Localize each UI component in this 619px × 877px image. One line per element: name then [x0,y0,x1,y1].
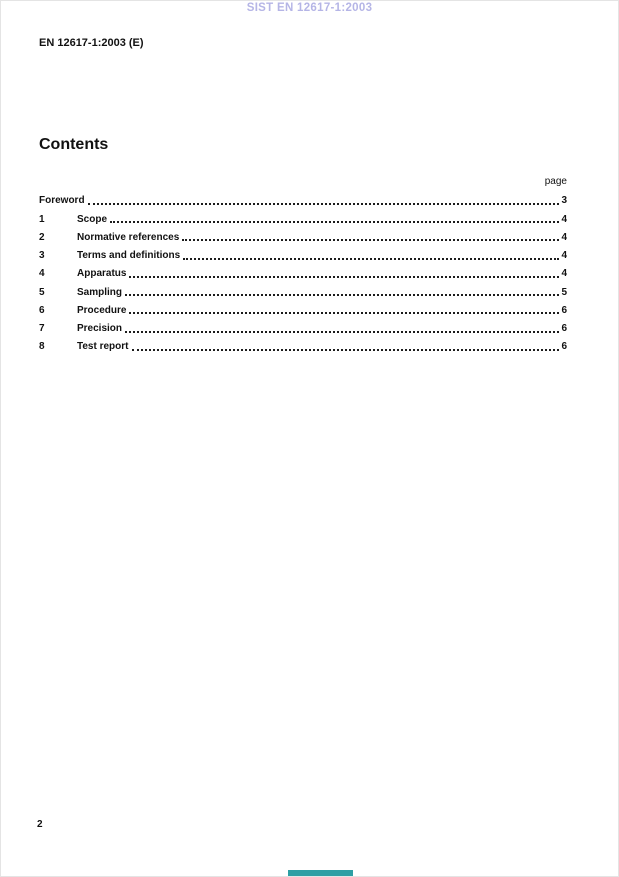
toc-entry-page: 4 [561,268,567,280]
toc-leader-dots [129,312,559,314]
toc-entry-number: 4 [39,268,45,280]
toc-entry-title: Scope [77,213,108,225]
toc-entry-title: Procedure [77,304,127,316]
contents-heading: Contents [39,136,109,153]
toc-entry-test-report [39,335,567,353]
toc-leader-dots [125,331,559,333]
toc-entry-number: 3 [39,250,45,262]
toc-entry-sampling [39,280,567,298]
toc-entry-title: Terms and definitions [77,250,181,262]
toc-leader-dots [183,258,559,260]
toc-entry-number: 2 [39,231,45,243]
toc-entry-procedure [39,299,567,317]
toc-entry-number: 1 [39,213,45,225]
document-reference: EN 12617-1:2003 (E) [39,37,144,49]
toc-entry-terms-and-definitions [39,244,567,262]
page-column-label: page [544,176,567,187]
toc-entry-page: 4 [561,231,567,243]
toc-entry-apparatus [39,262,567,280]
page-number: 2 [37,819,43,830]
toc-entry-title: Test report [77,341,129,353]
toc-leader-dots [88,203,560,205]
toc-entry-title: Precision [77,323,123,335]
toc-entry-page: 6 [561,304,567,316]
toc-entry-scope [39,207,567,225]
toc-entry-page: 6 [561,323,567,335]
toc-leader-dots [132,349,560,351]
toc-entry-page: 4 [561,213,567,225]
toc-leader-dots [129,276,559,278]
toc-entry-title: Normative references [77,231,180,243]
table-of-contents [39,189,567,353]
toc-entry-page: 3 [561,195,567,207]
toc-entry-number: 7 [39,323,45,335]
toc-entry-title: Foreword [39,195,85,207]
toc-entry-precision [39,317,567,335]
toc-entry-page: 6 [561,341,567,353]
toc-leader-dots [110,221,559,223]
toc-entry-number: 8 [39,341,45,353]
toc-entry-foreword [39,189,567,207]
watermark-text: SIST EN 12617-1:2003 [246,2,373,14]
toc-leader-dots [125,294,559,296]
toc-entry-number: 6 [39,304,45,316]
toc-entry-title: Apparatus [77,268,127,280]
toc-leader-dots [182,239,559,241]
toc-entry-normative-references [39,226,567,244]
toc-entry-page: 5 [561,286,567,298]
footer-accent-bar [288,870,353,877]
toc-entry-title: Sampling [77,286,123,298]
toc-entry-page: 4 [561,250,567,262]
toc-entry-number: 5 [39,286,45,298]
